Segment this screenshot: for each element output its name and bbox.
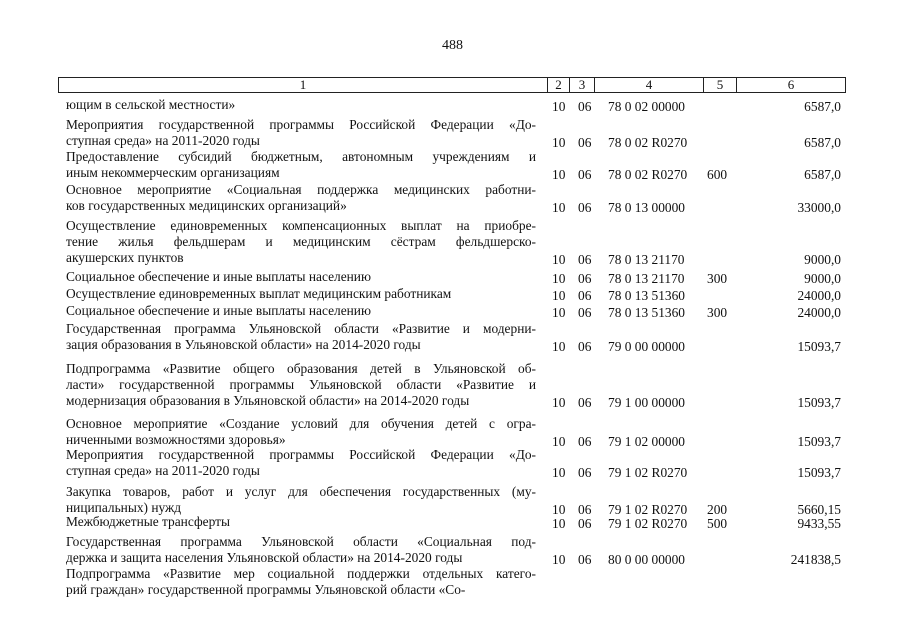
amount-cell: 9000,0 bbox=[804, 271, 841, 286]
subsection-cell: 06 bbox=[578, 465, 592, 480]
description-line: Подпрограмма «Развитие общего образования детей в Ульяновской об- bbox=[66, 361, 536, 376]
target-code-cell: 78 0 13 51360 bbox=[608, 305, 685, 320]
row-description bbox=[66, 269, 536, 285]
description-line: Подпрограмма «Развитие мер социальной поддержки отдельных катего- bbox=[66, 566, 536, 581]
target-code-cell: 78 0 02 R0270 bbox=[608, 167, 688, 182]
row-description bbox=[66, 534, 536, 566]
row-description bbox=[66, 566, 536, 598]
header-cell-5: 5 bbox=[703, 77, 737, 93]
section-cell: 10 bbox=[552, 339, 566, 354]
description-line: ступная среда» на 2011-2020 годы bbox=[66, 463, 260, 478]
amount-cell: 24000,0 bbox=[797, 305, 841, 320]
target-code-cell: 79 1 00 00000 bbox=[608, 395, 685, 410]
section-cell: 10 bbox=[552, 502, 566, 517]
header-cell-6: 6 bbox=[736, 77, 846, 93]
description-line: ков государственных медицинских организаций» bbox=[66, 198, 347, 213]
subsection-cell: 06 bbox=[578, 395, 592, 410]
target-code-cell: 78 0 13 00000 bbox=[608, 200, 685, 215]
header-cell-1: 1 bbox=[58, 77, 548, 93]
header-cell-3: 3 bbox=[569, 77, 595, 93]
description-line: ниципальных) нужд bbox=[66, 500, 182, 515]
section-cell: 10 bbox=[552, 167, 566, 182]
description-line: Предоставление субсидий бюджетным, автономным учреждениям и bbox=[66, 149, 536, 164]
subsection-cell: 06 bbox=[578, 552, 592, 567]
target-code-cell: 79 1 02 R0270 bbox=[608, 502, 688, 517]
amount-cell: 15093,7 bbox=[797, 465, 841, 480]
subsection-cell: 06 bbox=[578, 135, 592, 150]
description-line: ниченными возможностями здоровья» bbox=[66, 432, 286, 447]
target-code-cell: 78 0 13 21170 bbox=[608, 271, 685, 286]
section-cell: 10 bbox=[552, 395, 566, 410]
subsection-cell: 06 bbox=[578, 288, 592, 303]
target-code-cell: 79 1 02 00000 bbox=[608, 434, 685, 449]
row-description bbox=[66, 303, 536, 319]
amount-cell: 33000,0 bbox=[797, 200, 841, 215]
description-line: Закупка товаров, работ и услуг для обеспечения государственных (му- bbox=[66, 484, 536, 499]
description-line: модернизация образования в Ульяновской области» на 2014-2020 годы bbox=[66, 393, 470, 408]
amount-cell: 15093,7 bbox=[797, 395, 841, 410]
row-description bbox=[66, 97, 536, 113]
row-description bbox=[66, 361, 536, 409]
description-line: Социальное обеспечение и иные выплаты населению bbox=[66, 269, 371, 284]
target-code-cell: 78 0 13 51360 bbox=[608, 288, 685, 303]
row-description bbox=[66, 484, 536, 516]
description-line: Осуществление единовременных выплат медицинским работникам bbox=[66, 286, 452, 301]
expense-type-cell: 300 bbox=[707, 305, 728, 320]
subsection-cell: 06 bbox=[578, 252, 592, 267]
header-cell-2: 2 bbox=[547, 77, 570, 93]
subsection-cell: 06 bbox=[578, 339, 592, 354]
description-line: ласти» государственной программы Ульяновской области «Развитие и bbox=[66, 377, 536, 392]
subsection-cell: 06 bbox=[578, 271, 592, 286]
row-description bbox=[66, 321, 536, 353]
description-line: держка и защита населения Ульяновской области» на 2014-2020 годы bbox=[66, 550, 463, 565]
description-line: иным некоммерческим организациям bbox=[66, 165, 280, 180]
amount-cell: 241838,5 bbox=[790, 552, 841, 567]
section-cell: 10 bbox=[552, 288, 566, 303]
description-line: Социальное обеспечение и иные выплаты населению bbox=[66, 303, 371, 318]
target-code-cell: 80 0 00 00000 bbox=[608, 552, 685, 567]
description-line: Основное мероприятие «Создание условий для обучения детей с огра- bbox=[66, 416, 536, 431]
amount-cell: 15093,7 bbox=[797, 339, 841, 354]
subsection-cell: 06 bbox=[578, 434, 592, 449]
description-line: Мероприятия государственной программы Российской Федерации «До- bbox=[66, 117, 536, 132]
amount-cell: 15093,7 bbox=[797, 434, 841, 449]
expense-type-cell: 600 bbox=[707, 167, 728, 182]
section-cell: 10 bbox=[552, 200, 566, 215]
description-line: тение жилья фельдшерам и медицинским сёстрам фельдшерско- bbox=[66, 234, 536, 249]
expense-type-cell: 200 bbox=[707, 502, 728, 517]
amount-cell: 9433,55 bbox=[797, 516, 841, 531]
section-cell: 10 bbox=[552, 135, 566, 150]
page-number: 488 bbox=[442, 38, 463, 53]
description-line: Мероприятия государственной программы Российской Федерации «До- bbox=[66, 447, 536, 462]
section-cell: 10 bbox=[552, 252, 566, 267]
description-line: ступная среда» на 2011-2020 годы bbox=[66, 133, 260, 148]
target-code-cell: 78 0 13 21170 bbox=[608, 252, 685, 267]
description-line: Межбюджетные трансферты bbox=[66, 514, 230, 529]
section-cell: 10 bbox=[552, 552, 566, 567]
section-cell: 10 bbox=[552, 305, 566, 320]
subsection-cell: 06 bbox=[578, 200, 592, 215]
subsection-cell: 06 bbox=[578, 502, 592, 517]
row-description bbox=[66, 149, 536, 181]
description-line: ющим в сельской местности» bbox=[66, 97, 236, 112]
description-line: Государственная программа Ульяновской области «Развитие и модерни- bbox=[66, 321, 536, 336]
subsection-cell: 06 bbox=[578, 516, 592, 531]
section-cell: 10 bbox=[552, 271, 566, 286]
target-code-cell: 79 1 02 R0270 bbox=[608, 465, 688, 480]
amount-cell: 6587,0 bbox=[804, 99, 841, 114]
section-cell: 10 bbox=[552, 516, 566, 531]
description-line: акушерских пунктов bbox=[66, 250, 184, 265]
row-description bbox=[66, 514, 536, 530]
amount-cell: 9000,0 bbox=[804, 252, 841, 267]
description-line: Основное мероприятие «Социальная поддержка медицинских работни- bbox=[66, 182, 536, 197]
section-cell: 10 bbox=[552, 465, 566, 480]
row-description bbox=[66, 117, 536, 149]
section-cell: 10 bbox=[552, 434, 566, 449]
description-line: рий граждан» государственной программы Ульяновской области «Со- bbox=[66, 582, 466, 597]
amount-cell: 6587,0 bbox=[804, 135, 841, 150]
description-line: Государственная программа Ульяновской области «Социальная под- bbox=[66, 534, 536, 549]
target-code-cell: 78 0 02 00000 bbox=[608, 99, 685, 114]
target-code-cell: 79 1 02 R0270 bbox=[608, 516, 688, 531]
expense-type-cell: 500 bbox=[707, 516, 728, 531]
expense-type-cell: 300 bbox=[707, 271, 728, 286]
subsection-cell: 06 bbox=[578, 99, 592, 114]
description-line: зация образования в Ульяновской области» на 2014-2020 годы bbox=[66, 337, 421, 352]
amount-cell: 24000,0 bbox=[797, 288, 841, 303]
description-line: Осуществление единовременных компенсационных выплат на приобре- bbox=[66, 218, 536, 233]
row-description bbox=[66, 182, 536, 214]
section-cell: 10 bbox=[552, 99, 566, 114]
target-code-cell: 78 0 02 R0270 bbox=[608, 135, 688, 150]
row-description bbox=[66, 416, 536, 448]
subsection-cell: 06 bbox=[578, 167, 592, 182]
amount-cell: 5660,15 bbox=[797, 502, 841, 517]
header-cell-4: 4 bbox=[594, 77, 704, 93]
amount-cell: 6587,0 bbox=[804, 167, 841, 182]
target-code-cell: 79 0 00 00000 bbox=[608, 339, 685, 354]
row-description bbox=[66, 447, 536, 479]
row-description bbox=[66, 286, 536, 302]
row-description bbox=[66, 218, 536, 266]
subsection-cell: 06 bbox=[578, 305, 592, 320]
